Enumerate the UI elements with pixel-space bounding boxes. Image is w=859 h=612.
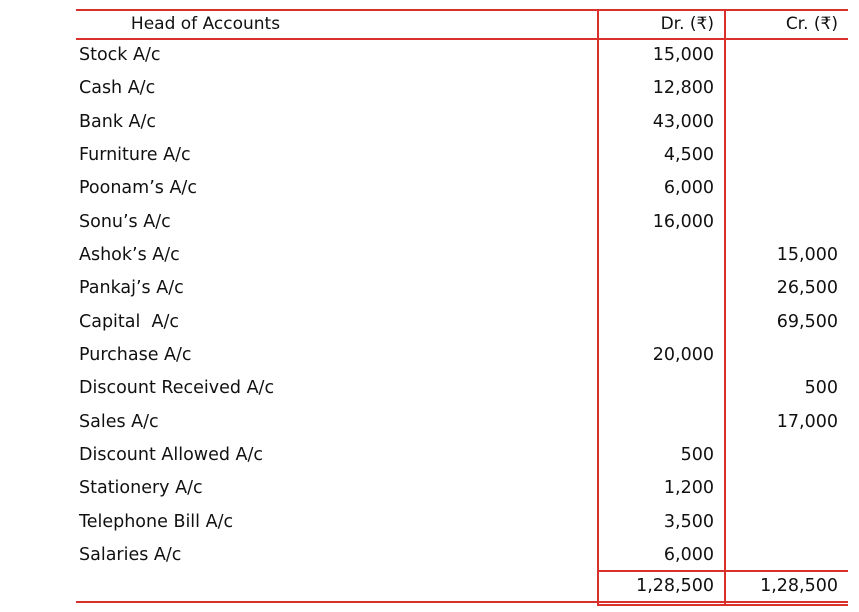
debit-amount: 16,000 xyxy=(652,211,714,232)
debit-amount: 43,000 xyxy=(652,111,714,132)
table-row xyxy=(76,139,848,172)
table-row xyxy=(76,272,848,305)
account-name: Bank A/c xyxy=(79,111,157,132)
table-row xyxy=(76,106,848,139)
totals-bottom-rule xyxy=(76,601,848,603)
debit-amount: 500 xyxy=(680,445,714,465)
account-name: Discount Received A/c xyxy=(79,378,275,399)
debit-amount: 6,000 xyxy=(663,178,714,199)
header-head-of-accounts: Head of Accounts xyxy=(130,14,281,34)
header-credit: Cr. (₹) xyxy=(785,14,838,34)
account-name: Ashok’s A/c xyxy=(79,245,180,265)
debit-amount: 3,500 xyxy=(663,511,714,532)
table-row xyxy=(76,372,848,405)
table-row xyxy=(76,239,848,272)
account-name: Sales A/c xyxy=(79,411,159,432)
account-name: Sonu’s A/c xyxy=(79,211,171,232)
account-name: Discount Allowed A/c xyxy=(79,445,264,465)
debit-amount: 4,500 xyxy=(663,145,714,165)
total-debit: 1,28,500 xyxy=(636,576,714,596)
account-name: Salaries A/c xyxy=(79,545,182,565)
account-name: Capital A/c xyxy=(79,311,179,332)
credit-amount: 15,000 xyxy=(776,245,838,265)
debit-amount: 15,000 xyxy=(652,45,714,65)
table-row xyxy=(76,472,848,505)
debit-amount: 12,800 xyxy=(652,78,714,99)
account-name: Cash A/c xyxy=(79,78,156,99)
table-row xyxy=(76,206,848,239)
table-row xyxy=(76,72,848,105)
account-name: Telephone Bill A/c xyxy=(79,511,234,532)
table-row xyxy=(76,306,848,339)
debit-amount: 1,200 xyxy=(663,478,714,499)
debit-amount: 6,000 xyxy=(663,545,714,565)
trial-balance-table xyxy=(76,9,848,605)
credit-amount: 69,500 xyxy=(776,311,838,332)
credit-amount: 26,500 xyxy=(776,278,838,299)
totals-double-rule xyxy=(597,604,848,606)
account-name: Stationery A/c xyxy=(79,478,203,499)
credit-amount: 500 xyxy=(804,378,838,399)
table-row xyxy=(76,172,848,205)
table-row xyxy=(76,39,848,72)
table-row xyxy=(76,339,848,372)
account-name: Furniture A/c xyxy=(79,145,191,165)
account-name: Stock A/c xyxy=(79,45,161,65)
debit-amount: 20,000 xyxy=(652,345,714,365)
table-row xyxy=(76,506,848,539)
table-row xyxy=(76,439,848,472)
account-name: Poonam’s A/c xyxy=(79,178,197,199)
table-row xyxy=(76,406,848,439)
table-row xyxy=(76,539,848,572)
account-name: Pankaj’s A/c xyxy=(79,278,184,299)
header-debit: Dr. (₹) xyxy=(660,14,714,34)
total-credit: 1,28,500 xyxy=(760,576,838,596)
account-name: Purchase A/c xyxy=(79,345,192,365)
credit-amount: 17,000 xyxy=(776,411,838,432)
